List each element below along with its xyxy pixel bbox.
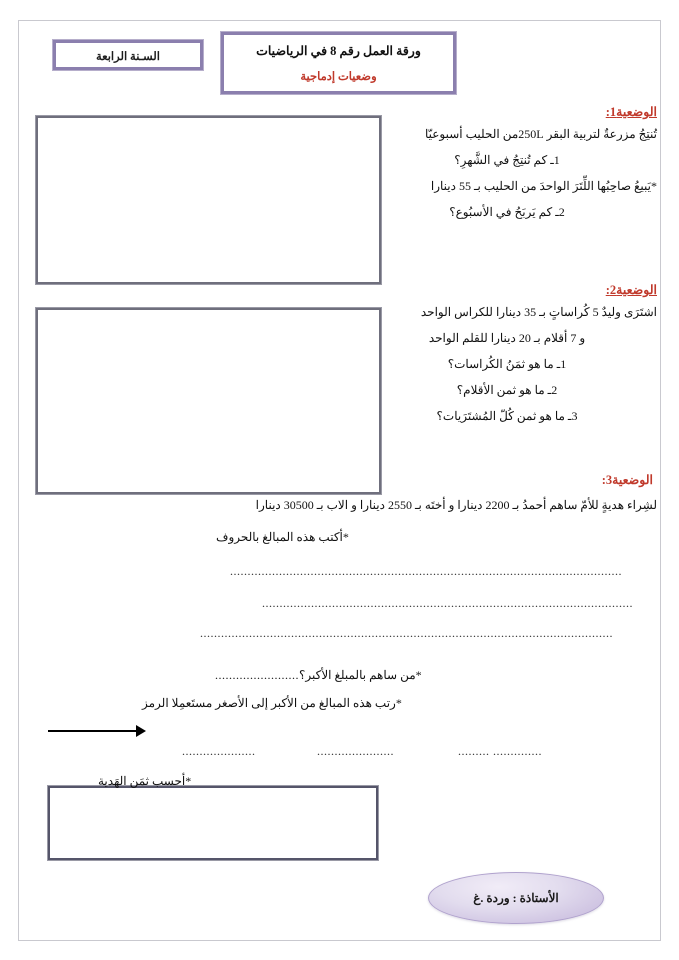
order-answer-slot-3[interactable]: ......... .............. — [458, 744, 542, 758]
right-arrow-icon — [48, 724, 158, 738]
answer-box-situation-1[interactable] — [36, 116, 381, 284]
situation-1-question-1: 1ـ كم تُنتِجُ في الشَّهرِ؟ — [454, 153, 560, 167]
answer-box-situation-2[interactable] — [36, 308, 381, 494]
answer-dotted-line-1[interactable]: ................................................................................................................ — [230, 564, 622, 578]
situation-3-question-order-amounts: *رتب هذه المبالغ من الأكبر إلى الأصغر مستَعمِلا الرمز — [142, 696, 402, 710]
situation-2-question-1: 1ـ ما هو ثمَنُ الكُراسات؟ — [447, 357, 567, 371]
situation-2-statement-line-1: اشتَرَى وليدٌ 5 كُراساتٍ بـ 35 دينارا للكراس الواحد — [420, 305, 657, 319]
situation-2-block — [357, 282, 657, 435]
question-biggest-text: *من ساهم بالمبلغ الأكبر؟ — [299, 668, 422, 682]
situation-2-question-3: 3ـ ما هو ثمن كُلّ المُشتَرَيات؟ — [436, 409, 578, 423]
teacher-signature-text: الأستاذة : وردة .غ — [473, 890, 559, 905]
situation-3-question-gift-price: *أحسب ثمَن الهَدية — [98, 774, 192, 788]
worksheet-title-box — [221, 32, 456, 94]
situation-3-heading: الوضعية3: — [601, 473, 653, 487]
order-answer-slot-2[interactable]: ...................... — [317, 744, 394, 758]
situation-1-note: *يَبيعُ صاحِبُها اللِّتَرَ الواحدَ من الحليب بـ 55 دينارا — [430, 179, 657, 193]
worksheet-title: ورقة العمل رقم 8 في الرياضيات — [256, 44, 421, 58]
answer-box-situation-3[interactable] — [48, 786, 378, 860]
question-biggest-answer-dots[interactable]: ........................ — [215, 668, 299, 682]
arrow-shaft — [48, 730, 138, 732]
answer-dotted-line-2[interactable]: .......................................................................................................... — [262, 596, 633, 610]
answer-dotted-line-3[interactable]: ...................................................................................................................... — [200, 626, 613, 640]
header-row — [18, 32, 661, 94]
situation-1-question-2: 2ـ كم يَربَحُ في الأسبُوع؟ — [449, 205, 565, 219]
situation-3-question-biggest-contributor — [30, 668, 679, 683]
situation-2-statement-line-2: و 7 أقلام بـ 20 دينارا للقلم الواحد — [428, 331, 586, 345]
school-year-label: السـنة الرابعة — [96, 51, 160, 63]
worksheet-subtitle: وضعيات إدماجية — [300, 71, 377, 83]
situation-3-task-write-in-words: *أكتب هذه المبالغ بالحروف — [216, 530, 349, 544]
teacher-signature-oval — [428, 872, 604, 924]
situation-3-statement: لشِراء هديةٍ للأمّ ساهم أحمدُ بـ 2200 دينارا و أختَه بـ 2550 دينارا و الاب بـ 30500 دينارا — [255, 498, 657, 512]
arrow-head — [136, 725, 146, 737]
school-year-box — [53, 40, 203, 70]
situation-2-question-2: 2ـ ما هو ثمن الأقلام؟ — [456, 383, 558, 397]
situation-2-heading: الوضعية2: — [605, 283, 657, 297]
situation-1-heading: الوضعية1: — [605, 105, 657, 119]
situation-1-statement: تُنتِجُ مزرعةٌ لتربية البقر 250Lمن الحليب أسبوعيّا — [424, 127, 657, 141]
situation-1-block — [357, 104, 657, 231]
situation-3-block — [30, 472, 661, 788]
order-answer-slot-1[interactable]: ..................... — [182, 744, 256, 758]
